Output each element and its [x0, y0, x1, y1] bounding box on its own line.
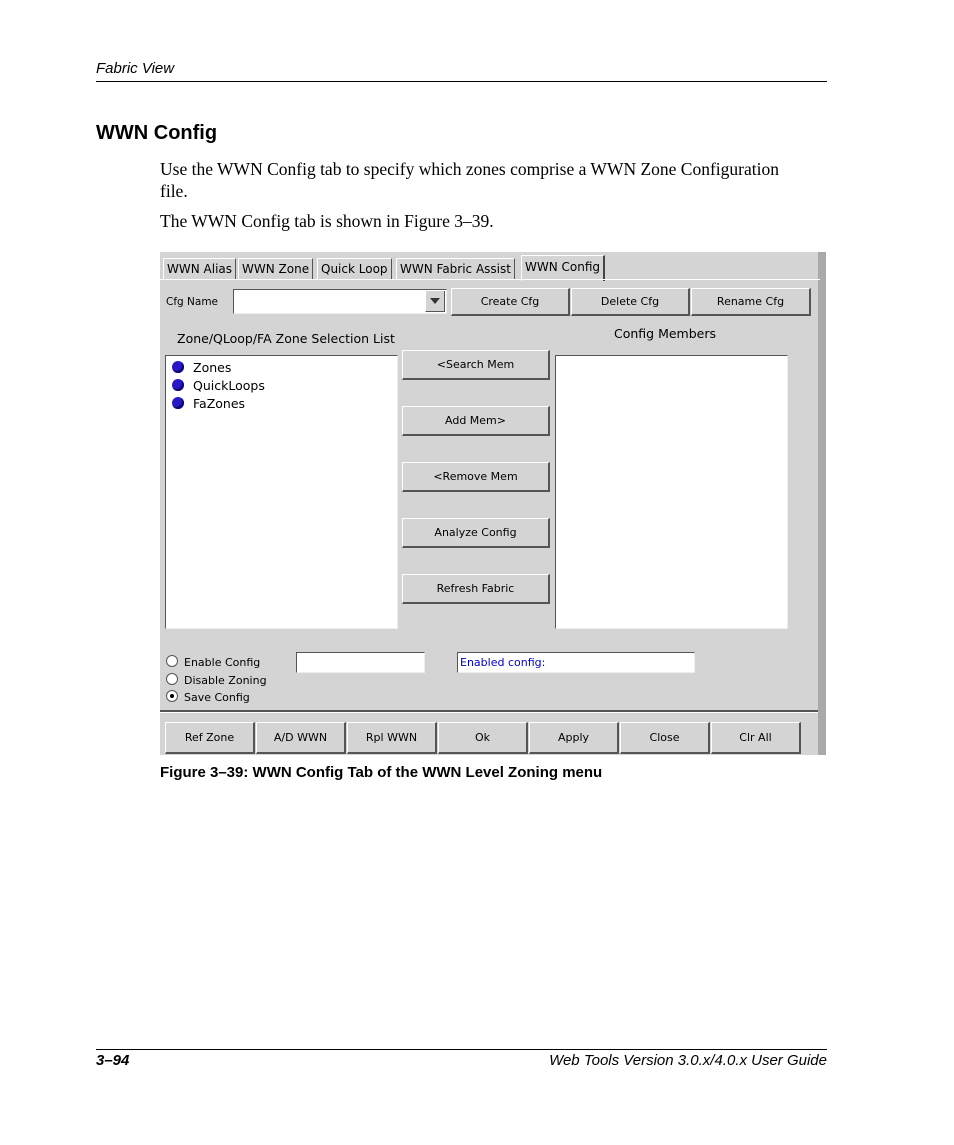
analyze-config-button[interactable]: Analyze Config — [402, 518, 550, 548]
tree-node-zones[interactable]: Zones — [172, 359, 231, 377]
config-name-field[interactable] — [296, 652, 425, 673]
section-title: WWN Config — [96, 122, 218, 144]
config-members-list[interactable] — [555, 355, 788, 629]
remove-mem-button[interactable]: <Remove Mem — [402, 462, 550, 492]
tab-divider — [160, 279, 820, 280]
cfg-name-combobox[interactable] — [233, 289, 447, 314]
create-cfg-button[interactable]: Create Cfg — [451, 288, 570, 316]
search-mem-button[interactable]: <Search Mem — [402, 350, 550, 380]
cfg-name-label: Cfg Name — [166, 296, 219, 308]
figure-caption: Figure 3–39: WWN Config Tab of the WWN Level Zoning menu — [160, 764, 603, 781]
close-button[interactable]: Close — [620, 722, 710, 754]
save-config-radio[interactable]: Save Config — [166, 689, 250, 706]
tree-node-fazones[interactable]: FaZones — [172, 395, 245, 413]
status-text: Enabled config: — [460, 656, 546, 669]
selection-list-label: Zone/QLoop/FA Zone Selection List — [177, 331, 395, 346]
ref-zone-button[interactable]: Ref Zone — [165, 722, 255, 754]
intro-paragraph: Use the WWN Config tab to specify which zones comprise a WWN Zone Configuration file. — [160, 159, 779, 201]
radio-button-icon — [166, 673, 178, 685]
disable-zoning-radio[interactable]: Disable Zoning — [166, 672, 267, 689]
ad-wwn-button[interactable]: A/D WWN — [256, 722, 346, 754]
add-mem-button[interactable]: Add Mem> — [402, 406, 550, 436]
bottom-separator — [160, 710, 818, 713]
wwn-config-window — [160, 252, 826, 755]
rpl-wwn-button[interactable]: Rpl WWN — [347, 722, 437, 754]
tree-node-quickloops[interactable]: QuickLoops — [172, 377, 265, 395]
selection-list[interactable] — [165, 355, 398, 629]
header-rule — [96, 81, 827, 82]
ok-button[interactable]: Ok — [438, 722, 528, 754]
folder-bullet-icon — [172, 397, 184, 409]
rename-cfg-button[interactable]: Rename Cfg — [691, 288, 811, 316]
folder-bullet-icon — [172, 361, 184, 373]
footer-title: Web Tools Version 3.0.x/4.0.x User Guide — [549, 1052, 827, 1069]
enable-config-radio[interactable]: Enable Config — [166, 654, 260, 671]
tab-wwn-fabric-assist[interactable]: WWN Fabric Assist — [396, 258, 515, 280]
chevron-down-icon[interactable] — [425, 291, 445, 312]
running-header: Fabric View — [96, 60, 175, 77]
tab-wwn-zone[interactable]: WWN Zone — [238, 258, 313, 280]
status-field — [457, 652, 695, 673]
figure-reference-paragraph: The WWN Config tab is shown in Figure 3–39. — [160, 211, 494, 231]
page-number: 3–94 — [96, 1052, 130, 1069]
clr-all-button[interactable]: Clr All — [711, 722, 801, 754]
tab-wwn-alias[interactable]: WWN Alias — [163, 258, 236, 280]
delete-cfg-button[interactable]: Delete Cfg — [571, 288, 690, 316]
window-edge — [818, 252, 826, 755]
config-members-label: Config Members — [614, 326, 717, 341]
folder-bullet-icon — [172, 379, 184, 391]
refresh-fabric-button[interactable]: Refresh Fabric — [402, 574, 550, 604]
radio-selected-icon — [166, 690, 178, 702]
footer-rule — [96, 1049, 827, 1050]
apply-button[interactable]: Apply — [529, 722, 619, 754]
tab-quick-loop[interactable]: Quick Loop — [317, 258, 392, 280]
radio-button-icon — [166, 655, 178, 667]
tab-wwn-config[interactable]: WWN Config — [521, 255, 605, 281]
